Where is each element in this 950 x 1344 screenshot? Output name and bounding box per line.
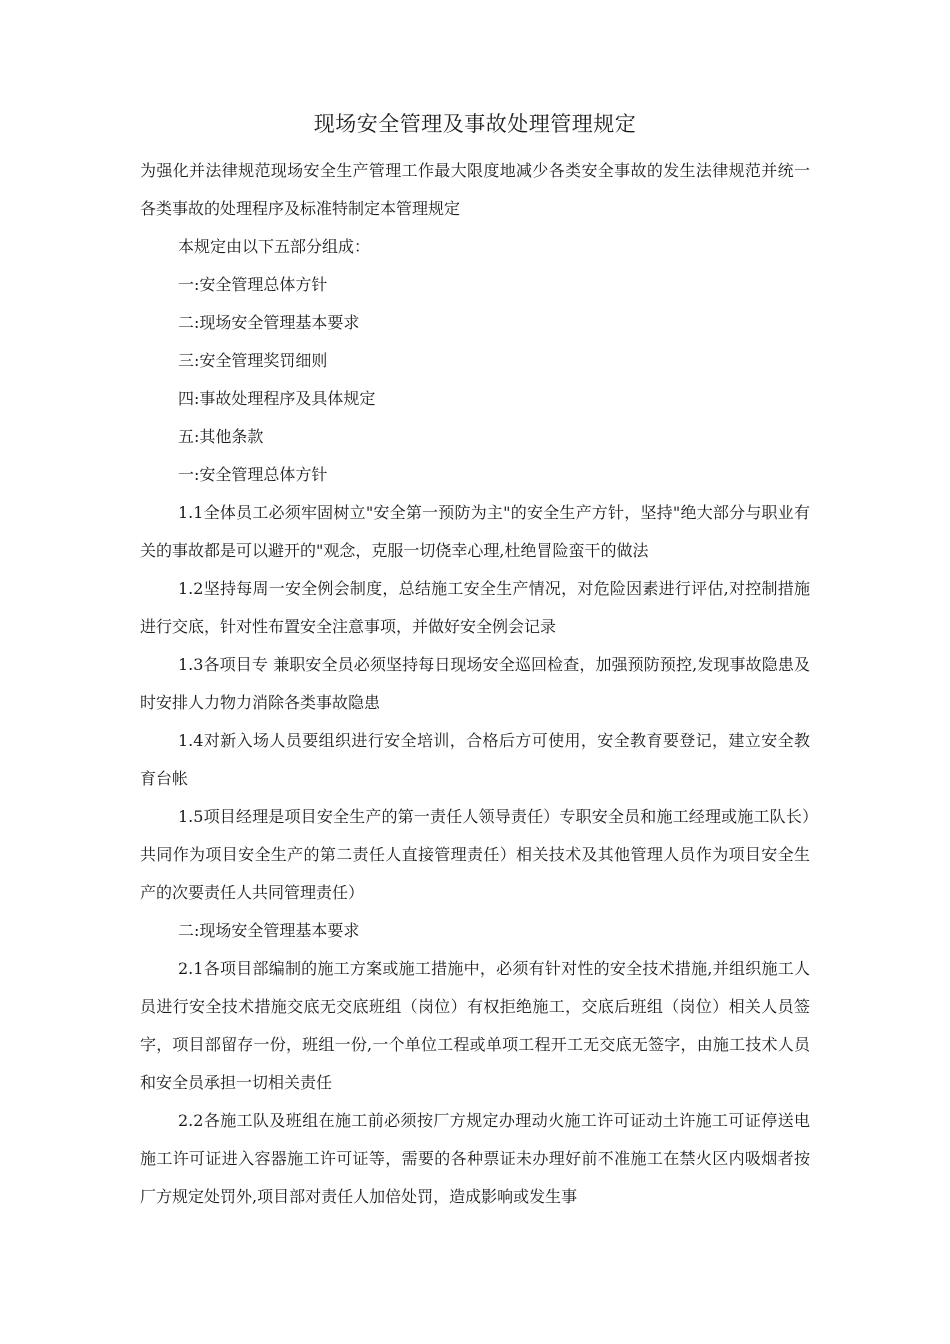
paragraph: 为强化并法律规范现场安全生产管理工作最大限度地减少各类安全事故的发生法律规范并统一各类事故的处理程序及标准特制定本管理规定 [140,161,810,218]
document-body [140,152,810,1216]
paragraph: 一:安全管理总体方针 [178,275,328,294]
paragraph: 四:事故处理程序及具体规定 [178,389,376,408]
paragraph: 三:安全管理奖罚细则 [178,351,328,370]
paragraph: 二:现场安全管理基本要求 [178,921,360,940]
paragraph: 1.1全体员工必须牢固树立"安全第一预防为主"的安全生产方针，坚持"绝大部分与职业有关的事故都是可以避开的"观念，克服一切侥幸心理,杜绝冒险蛮干的做法 [140,503,810,560]
paragraph: 1.3各项目专 兼职安全员必须坚持每日现场安全巡回检查，加强预防预控,发现事故隐患及时安排人力物力消除各类事故隐患 [140,655,810,712]
paragraph: 本规定由以下五部分组成： [178,237,371,256]
paragraph: 2.1各项目部编制的施工方案或施工措施中，必须有针对性的安全技术措施,并组织施工人员进行安全技术措施交底无交底班组（岗位）有权拒绝施工，交底后班组（岗位）相关人员签字，项目部留存一份，班组一份,一个单位工程或单项工程开工无交底无签字，由施工技术人员和安全员承担一切相关责任 [140,959,810,1092]
paragraph: 2.2各施工队及班组在施工前必须按厂方规定办理动火施工许可证动土许施工可证停送电施工许可证进入容器施工许可证等，需要的各种票证未办理好前不准施工在禁火区内吸烟者按厂方规定处罚外,项目部对责任人加倍处罚，造成影响或发生事 [140,1111,810,1206]
document-title: 现场安全管理及事故处理管理规定 [313,112,637,136]
paragraph: 1.2坚持每周一安全例会制度，总结施工安全生产情况，对危险因素进行评估,对控制措施进行交底，针对性布置安全注意事项，并做好安全例会记录 [140,579,810,636]
paragraph: 1.5项目经理是项目安全生产的第一责任人领导责任）专职安全员和施工经理或施工队长）共同作为项目安全生产的第二责任人直接管理责任）相关技术及其他管理人员作为项目安全生产的次要责任人共同管理责任） [140,807,810,902]
paragraph: 二:现场安全管理基本要求 [178,313,360,332]
paragraph: 五:其他条款 [178,427,264,446]
paragraph: 1.4对新入场人员要组织进行安全培训，合格后方可使用，安全教育要登记，建立安全教育台帐 [140,731,810,788]
paragraph: 一:安全管理总体方针 [178,465,328,484]
